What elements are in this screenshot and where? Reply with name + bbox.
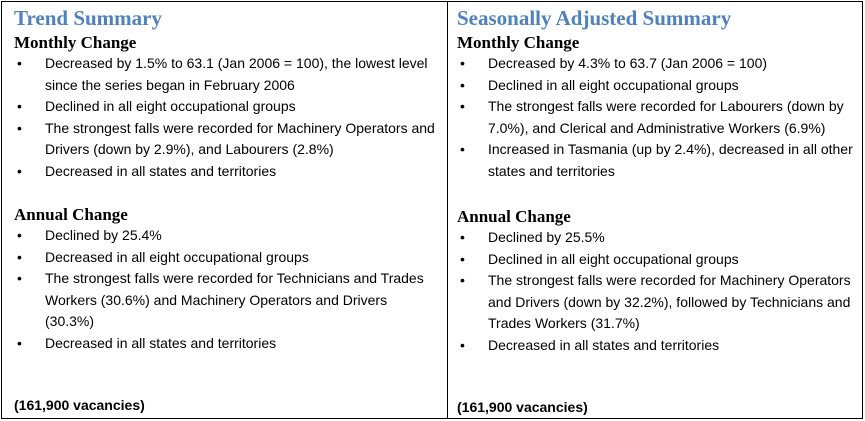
trend-summary-column	[2, 2, 448, 418]
list-item: • Declined in all eight occupational groups	[457, 75, 854, 97]
list-item: • Declined in all eight occupational groups	[14, 96, 439, 118]
seasonal-vacancies-note: (161,900 vacancies)	[457, 399, 588, 415]
trend-annual-heading: Annual Change	[14, 205, 128, 224]
list-item: • Declined in all eight occupational groups	[457, 249, 854, 271]
list-item: • Decreased in all eight occupational groups	[14, 247, 439, 269]
list-item: • Increased in Tasmania (up by 2.4%), decreased in all other states and territories	[457, 139, 854, 182]
seasonal-monthly-list	[457, 53, 854, 182]
seasonal-summary-column	[448, 2, 862, 418]
summary-table	[1, 1, 863, 419]
trend-monthly-heading: Monthly Change	[14, 33, 137, 52]
list-item: • The strongest falls were recorded for Technicians and Trades Workers (30.6%) and Machinery Operators and Drivers (30.3%)	[14, 268, 439, 333]
list-item: • Decreased in all states and territories	[14, 161, 439, 183]
list-item: • The strongest falls were recorded for Machinery Operators and Drivers (down by 2.9%), and Labourers (2.8%)	[14, 118, 439, 161]
list-item: • The strongest falls were recorded for Machinery Operators and Drivers (down by 32.2%), followed by Technicians and Trades Workers (31.7%)	[457, 270, 854, 335]
trend-vacancies-note: (161,900 vacancies)	[14, 397, 145, 413]
seasonal-annual-heading: Annual Change	[457, 207, 571, 226]
list-item: • Decreased by 1.5% to 63.1 (Jan 2006 = 100), the lowest level since the series began in February 2006	[14, 53, 439, 96]
seasonal-summary-title: Seasonally Adjusted Summary	[457, 6, 732, 30]
list-item: • Decreased by 4.3% to 63.7 (Jan 2006 = 100)	[457, 53, 854, 75]
list-item: • Decreased in all states and territories	[457, 335, 854, 357]
trend-annual-list	[14, 225, 439, 354]
list-item: • The strongest falls were recorded for Labourers (down by 7.0%), and Clerical and Administrative Workers (6.9%)	[457, 96, 854, 139]
trend-summary-title: Trend Summary	[14, 6, 162, 30]
seasonal-annual-list	[457, 227, 854, 356]
list-item: • Decreased in all states and territories	[14, 333, 439, 355]
trend-monthly-list	[14, 53, 439, 182]
list-item: • Declined by 25.5%	[457, 227, 854, 249]
list-item: • Declined by 25.4%	[14, 225, 439, 247]
seasonal-monthly-heading: Monthly Change	[457, 33, 580, 52]
